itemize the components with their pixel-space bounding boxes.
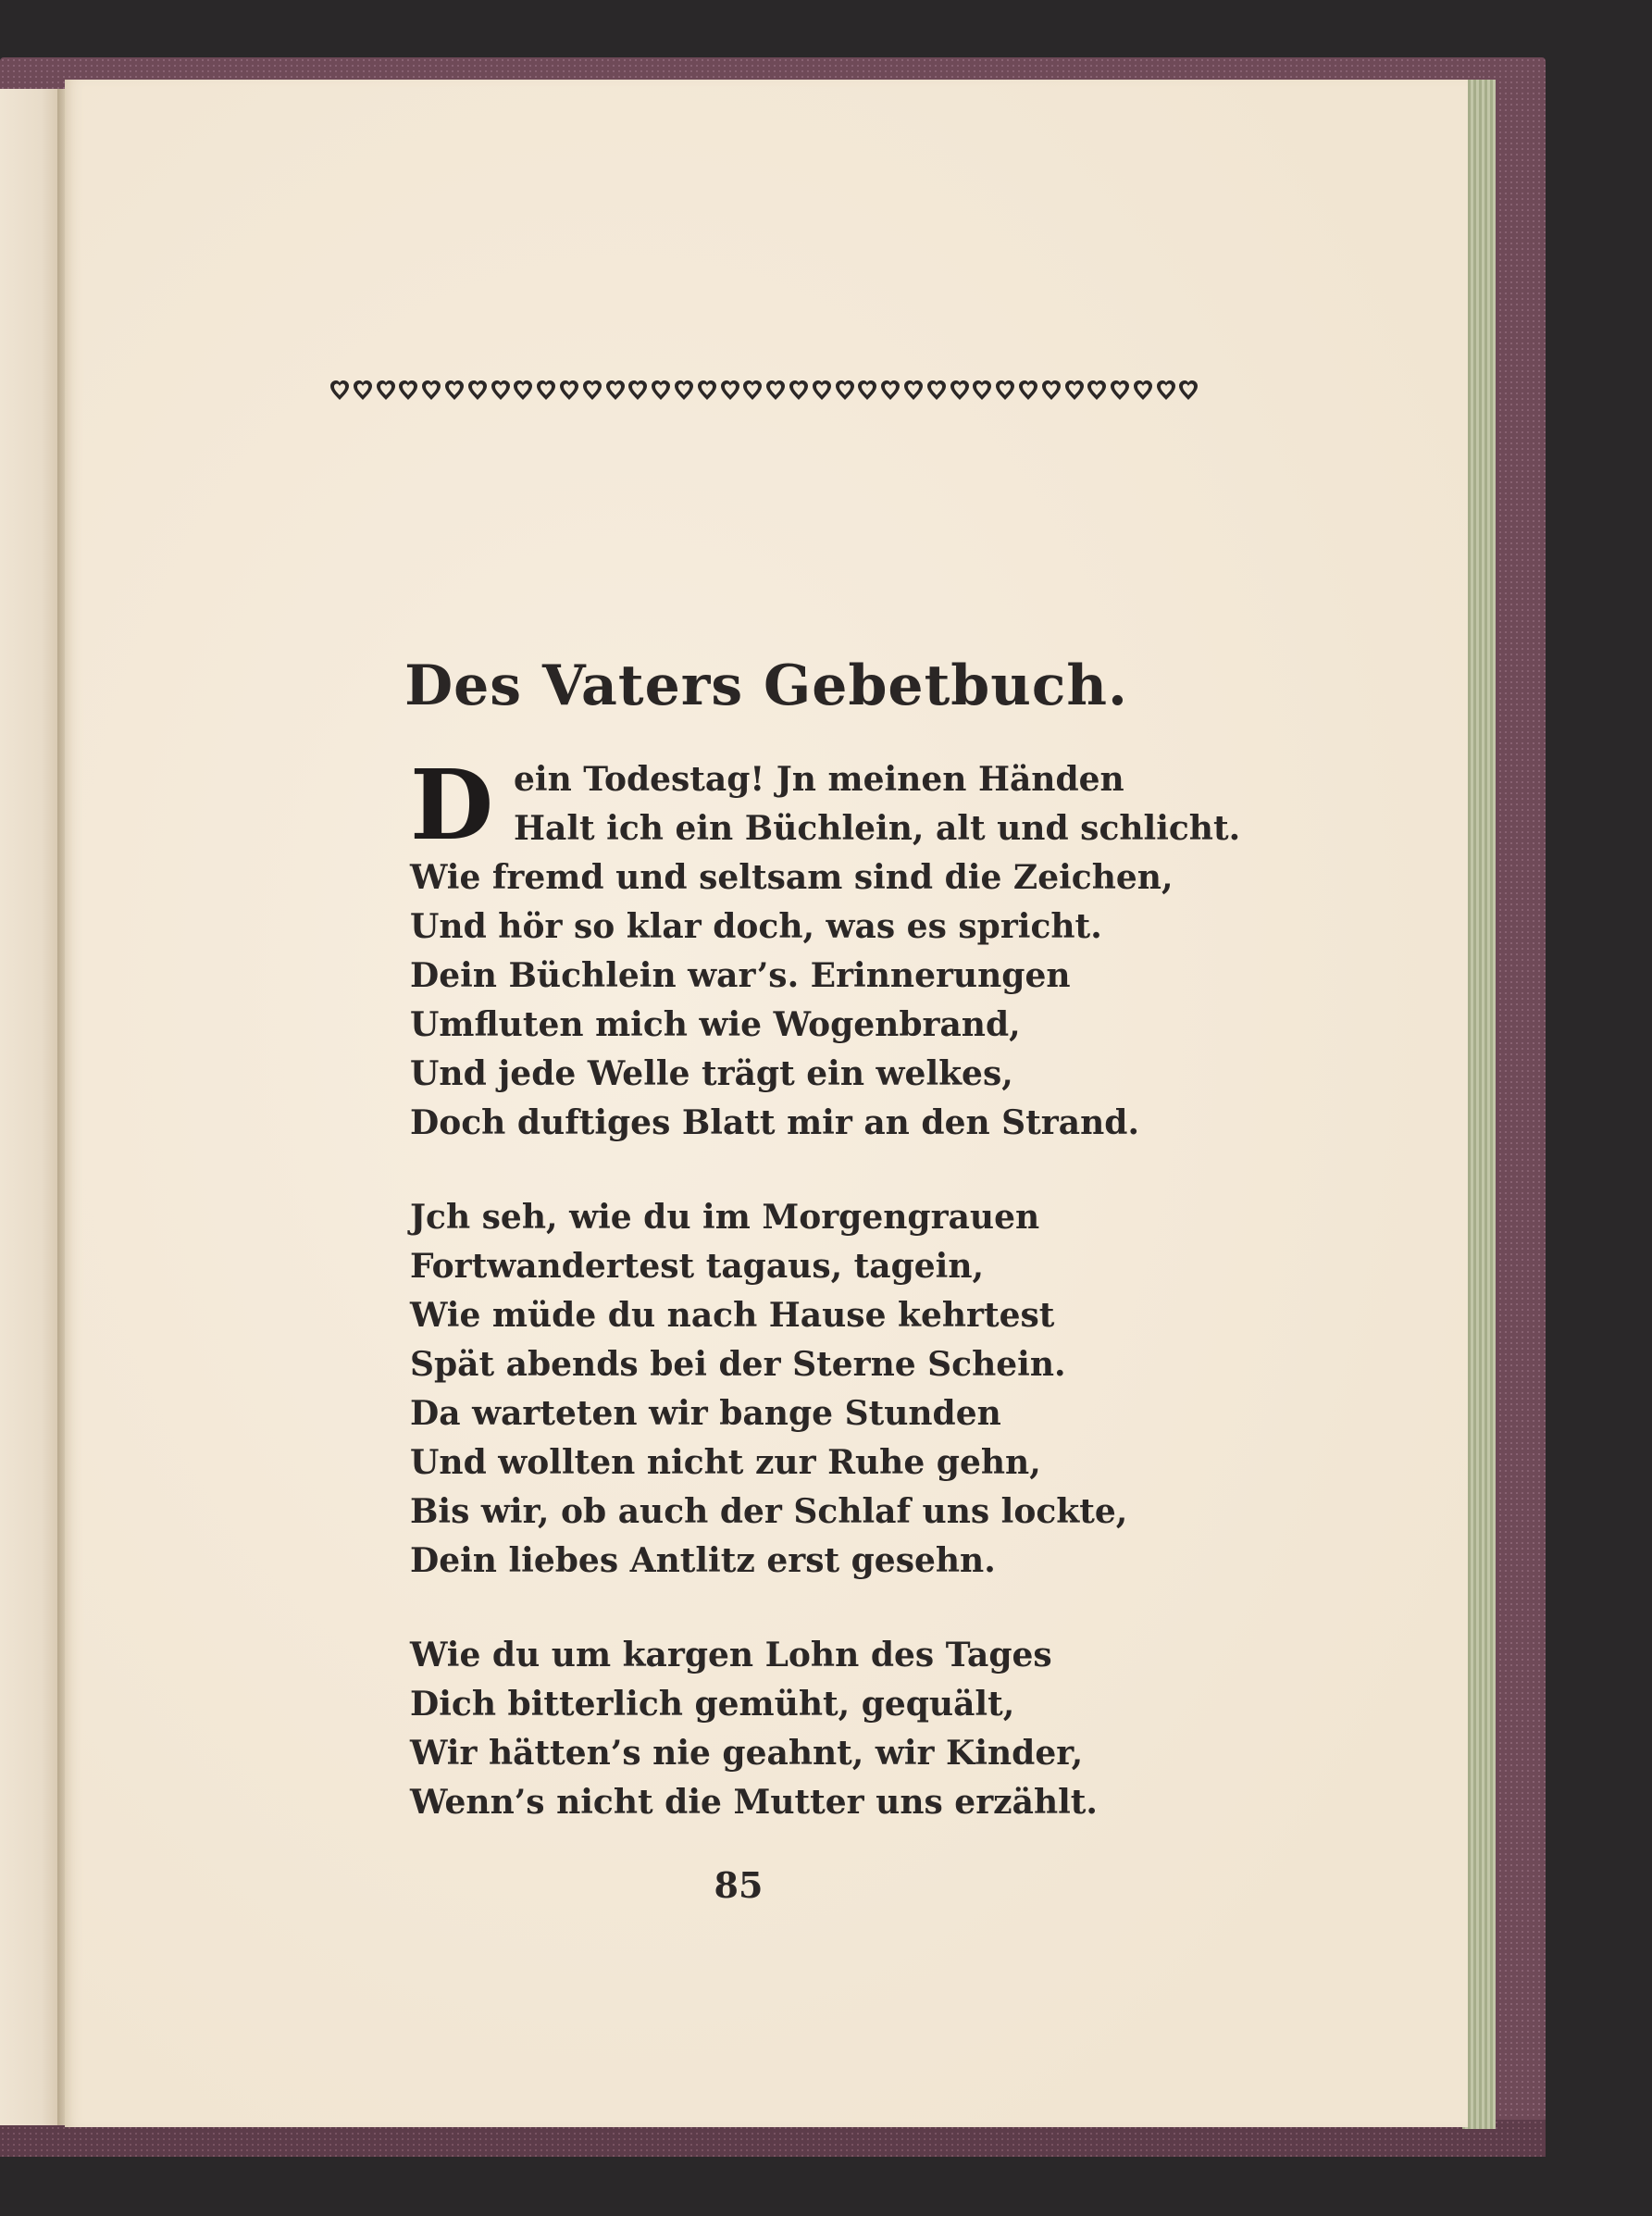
poem-line: Da warteten wir bange Stunden: [410, 1394, 1001, 1433]
heart-icon: [972, 380, 992, 402]
heart-icon: [536, 380, 556, 402]
left-page: [0, 89, 59, 2125]
heart-icon: [559, 380, 579, 402]
heart-icon: [1018, 380, 1038, 402]
poem-title: Des Vaters Gebetbuch.: [404, 654, 1128, 718]
poem-line: Wie fremd und seltsam sind die Zeichen,: [410, 858, 1174, 897]
heart-icon: [1064, 380, 1085, 402]
right-page: [65, 80, 1468, 2127]
heart-icon: [742, 380, 763, 402]
stanza: [410, 748, 1241, 1148]
stanza: [410, 1631, 1206, 1827]
heart-icon: [812, 380, 832, 402]
heart-icon: [398, 380, 418, 402]
heart-icon: [651, 380, 671, 402]
drop-cap: D: [410, 748, 494, 862]
heart-icon: [444, 380, 465, 402]
page-number: 85: [714, 1864, 764, 1906]
heart-icon: [605, 380, 626, 402]
heart-icon: [353, 380, 373, 402]
poem-line: Wir hätten’s nie geahnt, wir Kinder,: [410, 1734, 1084, 1773]
heart-icon: [765, 380, 786, 402]
heart-icon: [1156, 380, 1176, 402]
heart-icon: [627, 380, 648, 402]
poem-line: Und hör so klar doch, was es spricht.: [410, 907, 1102, 946]
poem-line: Halt ich ein Büchlein, alt und schlicht.: [514, 809, 1241, 848]
poem-line: Doch duftiges Blatt mir an den Strand.: [410, 1103, 1139, 1142]
poem-line: Jch seh, wie du im Morgengrauen: [410, 1198, 1040, 1237]
poem-line: Spät abends bei der Sterne Schein.: [410, 1345, 1066, 1384]
stanza: [410, 1193, 1206, 1586]
heart-icon: [926, 380, 947, 402]
heart-icon: [491, 380, 511, 402]
heart-icon: [329, 380, 350, 402]
heart-ornament-border: [329, 372, 1199, 409]
heart-icon: [1087, 380, 1107, 402]
heart-icon: [1178, 380, 1199, 402]
heart-icon: [513, 380, 533, 402]
heart-icon: [857, 380, 877, 402]
poem-line-text: ein Todestag! Jn meinen Händen: [514, 760, 1124, 799]
poem-line: Fortwandertest tagaus, tagein,: [410, 1247, 985, 1286]
heart-icon: [950, 380, 970, 402]
poem-body: [410, 748, 1241, 1873]
heart-icon: [835, 380, 855, 402]
heart-icon: [789, 380, 809, 402]
poem-line: Wie du um kargen Lohn des Tages: [410, 1636, 1052, 1674]
heart-icon: [720, 380, 740, 402]
heart-icon: [903, 380, 924, 402]
heart-icon: [1110, 380, 1130, 402]
heart-icon: [674, 380, 694, 402]
heart-icon: [697, 380, 717, 402]
poem-line: Umfluten mich wie Wogenbrand,: [410, 1005, 1021, 1044]
heart-icon: [467, 380, 488, 402]
heart-icon: [880, 380, 901, 402]
heart-icon: [1133, 380, 1153, 402]
poem-line: Wie müde du nach Hause kehrtest: [410, 1296, 1055, 1335]
heart-icon: [1041, 380, 1062, 402]
heart-icon: [995, 380, 1015, 402]
heart-icon: [421, 380, 441, 402]
poem-line: Dich bitterlich gemüht, gequält,: [410, 1685, 1015, 1724]
poem-line: Wenn’s nicht die Mutter uns erzählt.: [410, 1783, 1098, 1822]
poem-line: Und jede Welle trägt ein welkes,: [410, 1054, 1013, 1093]
poem-line: Dein Büchlein war’s. Erinnerungen: [410, 956, 1071, 995]
heart-icon: [582, 380, 602, 402]
poem-line: Und wollten nicht zur Ruhe gehn,: [410, 1443, 1041, 1482]
poem-line: Bis wir, ob auch der Schlaf uns lockte,: [410, 1492, 1128, 1531]
poem-line: Dein liebes Antlitz erst gesehn.: [410, 1541, 996, 1580]
heart-icon: [376, 380, 396, 402]
